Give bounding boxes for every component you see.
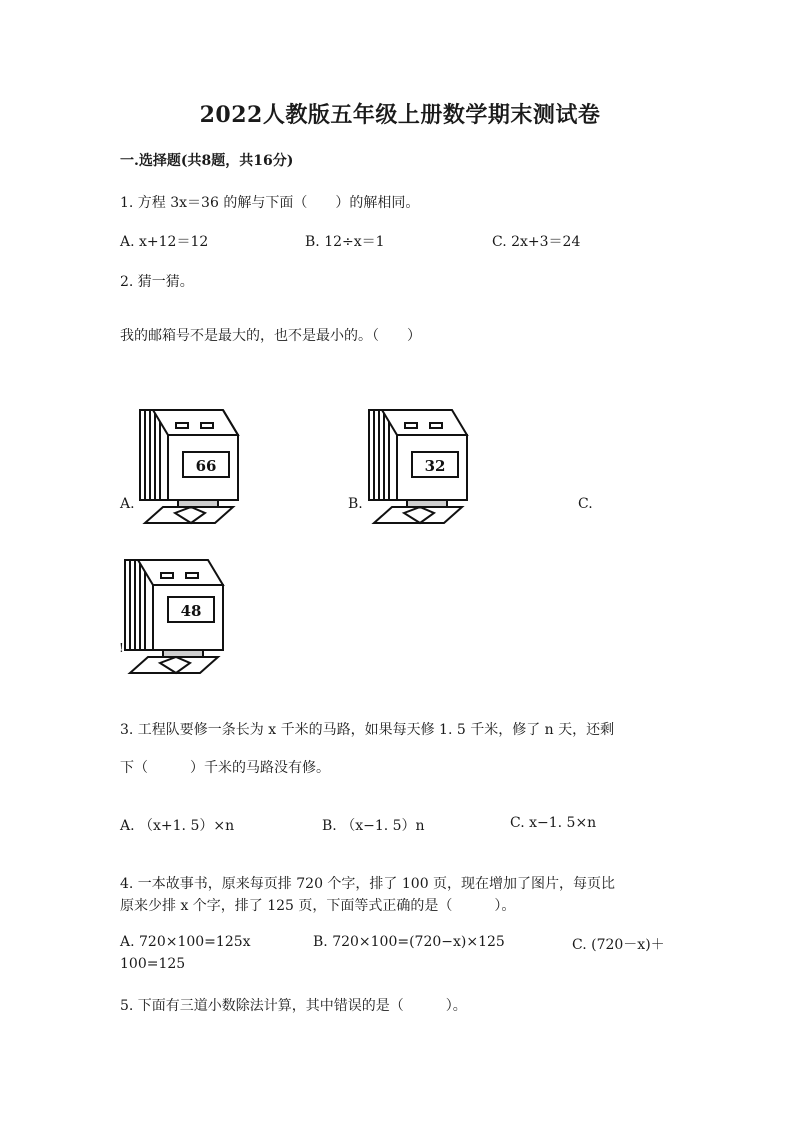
- mailbox-b-number: 32: [424, 457, 446, 475]
- question-4-line-2: 原来少排 x 个字，排了 125 页，下面等式正确的是（ ）。: [120, 898, 516, 914]
- mailbox-a-image: [133, 405, 253, 530]
- question-4-option-b: B. 720×100=(720−x)×125: [313, 934, 505, 950]
- choice-c-label: C.: [578, 496, 593, 512]
- stray-mark: !: [119, 641, 124, 655]
- question-3-option-a: A. （x+1. 5）×n: [120, 818, 235, 834]
- question-1-option-c: C. 2x+3＝24: [492, 234, 581, 250]
- question-3-line-2: 下（ ）千米的马路没有修。: [120, 760, 330, 776]
- page-title: 2022人教版五年级上册数学期末测试卷: [199, 102, 601, 128]
- question-5-text: 5. 下面有三道小数除法计算，其中错误的是（ ）。: [120, 998, 467, 1014]
- question-4-option-c: C. (720－x)＋: [572, 937, 665, 953]
- mailbox-c-image: [118, 555, 238, 680]
- question-1-option-b: B. 12÷x＝1: [305, 234, 385, 250]
- question-2-text: 2. 猜一猜。: [120, 274, 194, 290]
- choice-a-label: A.: [120, 496, 135, 512]
- question-2-prompt: 我的邮箱号不是最大的，也不是最小的。（ ）: [120, 328, 421, 344]
- mailbox-b-image: [362, 405, 482, 530]
- mailbox-a-number: 66: [195, 457, 217, 475]
- question-3-option-b: B. （x−1. 5）n: [322, 818, 425, 834]
- question-4-option-a: A. 720×100=125x: [120, 934, 251, 950]
- question-3-line-1: 3. 工程队要修一条长为 x 千米的马路，如果每天修 1. 5 千米，修了 n 天，还剩: [120, 722, 615, 738]
- question-4-line-1: 4. 一本故事书，原来每页排 720 个字，排了 100 页，现在增加了图片，每页比: [120, 876, 616, 892]
- question-3-option-c: C. x−1. 5×n: [510, 815, 597, 831]
- question-1-option-a: A. x+12＝12: [120, 234, 209, 250]
- question-4-option-c-continued: 100=125: [120, 956, 186, 972]
- choice-b-label: B.: [348, 496, 363, 512]
- mailbox-c-number: 48: [180, 602, 202, 620]
- section-heading: 一.选择题(共8题，共16分): [120, 153, 294, 169]
- question-1-text: 1. 方程 3x＝36 的解与下面（ ）的解相同。: [120, 195, 420, 211]
